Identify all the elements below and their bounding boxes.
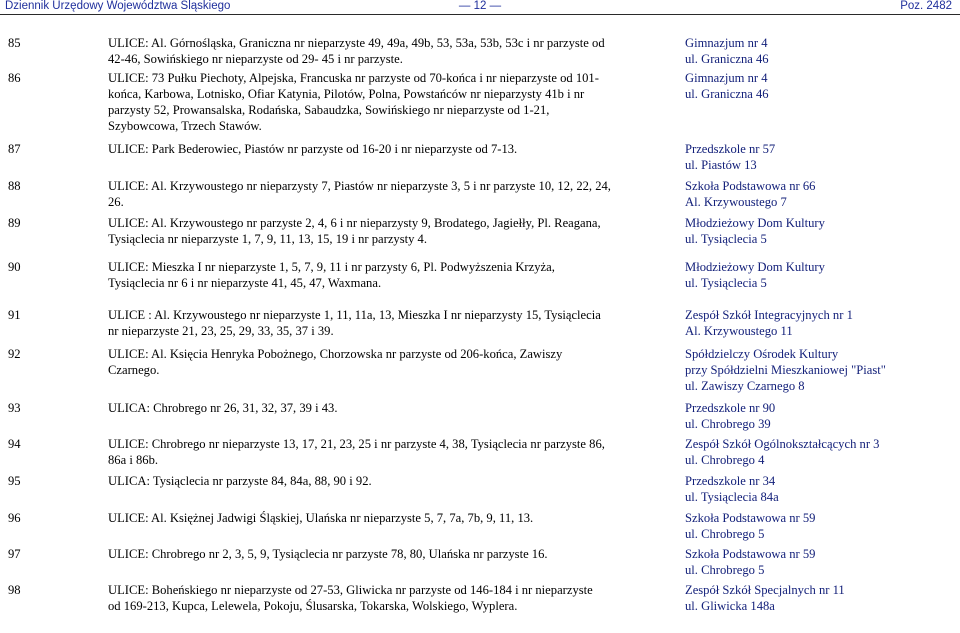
school-address [685, 346, 955, 394]
street-line: ULICE: Al. Księcia Henryka Pobożnego, Chorzowska nr parzyste od 206-końca, Zawiszy [108, 347, 563, 361]
school-line: Szkoła Podstawowa nr 66 [685, 179, 816, 193]
streets-description [108, 178, 674, 210]
school-line: ul. Tysiąclecia 84a [685, 490, 779, 504]
school-line: Szkoła Podstawowa nr 59 [685, 511, 816, 525]
street-line: końca, Karbowa, Lotnisko, Ofiar Katynia, Pilotów, Polna, Powstańców nr nieparzysty 41b i nr [108, 87, 585, 101]
streets-description [108, 307, 674, 339]
school-line: ul. Tysiąclecia 5 [685, 232, 767, 246]
street-line: od 169-213, Kupca, Lelewela, Pokoju, Ślusarska, Tokarska, Wolskiego, Wyplera. [108, 599, 518, 613]
school-line: Gimnazjum nr 4 [685, 36, 768, 50]
street-line: 42-46, Sowińskiego nr nieparzyste od 29- 45 i nr parzyste. [108, 52, 403, 66]
streets-description [108, 582, 674, 614]
streets-description [108, 473, 674, 489]
street-line: 26. [108, 195, 124, 209]
school-line: ul. Tysiąclecia 5 [685, 276, 767, 290]
school-line: ul. Gliwicka 148a [685, 599, 775, 613]
school-line: Al. Krzywoustego 11 [685, 324, 793, 338]
school-line: Szkoła Podstawowa nr 59 [685, 547, 816, 561]
street-line: 86a i 86b. [108, 453, 159, 467]
item-number: 87 [8, 142, 21, 156]
school-address [685, 400, 955, 432]
item-number: 96 [8, 511, 21, 525]
school-line: Gimnazjum nr 4 [685, 71, 768, 85]
item-number: 94 [8, 437, 21, 451]
streets-description [108, 546, 674, 562]
page-number: — 12 — [458, 0, 502, 12]
street-line: ULICE: Boheńskiego nr nieparzyste od 27-53, Gliwicka nr parzyste od 146-184 i nr nieparzyste [108, 583, 593, 597]
item-number: 86 [8, 71, 21, 85]
item-number: 97 [8, 547, 21, 561]
school-line: ul. Chrobrego 5 [685, 527, 765, 541]
journal-title: Dziennik Urzędowy Województwa Śląskiego [5, 0, 231, 12]
school-line: przy Spółdzielni Mieszkaniowej "Piast" [685, 363, 886, 377]
school-line: Przedszkole nr 57 [685, 142, 776, 156]
streets-description [108, 259, 674, 291]
item-number: 88 [8, 179, 21, 193]
streets-description [108, 70, 674, 134]
street-line: ULICE: Chrobrego nr 2, 3, 5, 9, Tysiąclecia nr parzyste 78, 80, Ulańska nr parzyste 16. [108, 547, 548, 561]
street-line: Czarnego. [108, 363, 160, 377]
street-line: ULICE: Al. Górnośląska, Graniczna nr nieparzyste 49, 49a, 49b, 53, 53a, 53b, 53c i nr parzyste od [108, 36, 605, 50]
street-line: ULICE: 73 Pułku Piechoty, Alpejska, Francuska nr parzyste od 70-końca i nr nieparzyste od 101- [108, 71, 599, 85]
school-address [685, 35, 955, 67]
school-address [685, 582, 955, 614]
item-number: 93 [8, 401, 21, 415]
school-address [685, 70, 955, 102]
street-line: ULICA: Tysiąclecia nr parzyste 84, 84a, 88, 90 i 92. [108, 474, 372, 488]
school-line: Przedszkole nr 90 [685, 401, 776, 415]
school-line: Młodzieżowy Dom Kultury [685, 260, 825, 274]
streets-description [108, 400, 674, 416]
street-line: ULICE: Park Bederowiec, Piastów nr parzyste od 16-20 i nr nieparzyste od 7-13. [108, 142, 518, 156]
school-address [685, 510, 955, 542]
street-line: ULICA: Chrobrego nr 26, 31, 32, 37, 39 i 43. [108, 401, 338, 415]
school-line: Przedszkole nr 34 [685, 474, 776, 488]
street-line: Tysiąclecia nr nieparzyste 1, 7, 9, 11, 13, 15, 19 i nr parzysty 4. [108, 232, 428, 246]
street-line: parzysty 52, Prowansalska, Rodańska, Sabaudzka, Sowińskiego nr nieparzyste od 1-21, [108, 103, 550, 117]
streets-description [108, 510, 674, 526]
street-line: nr nieparzyste 21, 23, 25, 29, 33, 35, 37 i 39. [108, 324, 334, 338]
item-number: 98 [8, 583, 21, 597]
school-line: Zespół Szkół Integracyjnych nr 1 [685, 308, 853, 322]
school-line: ul. Chrobrego 39 [685, 417, 771, 431]
school-address [685, 473, 955, 505]
item-number: 89 [8, 216, 21, 230]
page-header [0, 0, 960, 16]
school-line: ul. Piastów 13 [685, 158, 757, 172]
school-address [685, 546, 955, 578]
school-line: ul. Chrobrego 5 [685, 563, 765, 577]
street-line: ULICE: Mieszka I nr nieparzyste 1, 5, 7, 9, 11 i nr parzysty 6, Pl. Podwyższenia Krzyża, [108, 260, 555, 274]
item-number: 91 [8, 308, 21, 322]
position-number: Poz. 2482 [900, 0, 952, 12]
item-number: 85 [8, 36, 21, 50]
school-line: Młodzieżowy Dom Kultury [685, 216, 825, 230]
school-address [685, 436, 955, 468]
school-line: ul. Graniczna 46 [685, 52, 769, 66]
school-line: Zespół Szkół Ogólnokształcących nr 3 [685, 437, 880, 451]
header-rule [0, 14, 960, 15]
school-address [685, 307, 955, 339]
item-number: 95 [8, 474, 21, 488]
item-number: 92 [8, 347, 21, 361]
school-address [685, 259, 955, 291]
item-number: 90 [8, 260, 21, 274]
streets-description [108, 436, 674, 468]
school-address [685, 178, 955, 210]
street-line: ULICE: Al. Krzywoustego nr nieparzysty 7, Piastów nr nieparzyste 3, 5 i nr parzyste 10, 12, 22, 24, [108, 179, 611, 193]
school-line: Spółdzielczy Ośrodek Kultury [685, 347, 839, 361]
school-address [685, 141, 955, 173]
street-line: ULICE: Chrobrego nr nieparzyste 13, 17, 21, 23, 25 i nr parzyste 4, 38, Tysiąclecia nr parzyste 86, [108, 437, 605, 451]
streets-description [108, 141, 674, 157]
streets-description [108, 346, 674, 378]
street-line: ULICE : Al. Krzywoustego nr nieparzyste 1, 11, 11a, 13, Mieszka I nr nieparzysty 15, Tysiąclecia [108, 308, 601, 322]
street-line: Szybowcowa, Trzech Stawów. [108, 119, 262, 133]
school-line: ul. Chrobrego 4 [685, 453, 765, 467]
school-line: ul. Zawiszy Czarnego 8 [685, 379, 805, 393]
streets-description [108, 35, 674, 67]
school-line: Zespół Szkół Specjalnych nr 11 [685, 583, 845, 597]
street-line: Tysiąclecia nr 6 i nr nieparzyste 41, 45, 47, Waxmana. [108, 276, 382, 290]
street-line: ULICE: Al. Księżnej Jadwigi Śląskiej, Ulańska nr nieparzyste 5, 7, 7a, 7b, 9, 11, 13. [108, 511, 534, 525]
street-line: ULICE: Al. Krzywoustego nr parzyste 2, 4, 6 i nr nieparzysty 9, Brodatego, Jagiełły, Pl. Reagana, [108, 216, 601, 230]
school-line: Al. Krzywoustego 7 [685, 195, 787, 209]
school-line: ul. Graniczna 46 [685, 87, 769, 101]
school-address [685, 215, 955, 247]
streets-description [108, 215, 674, 247]
